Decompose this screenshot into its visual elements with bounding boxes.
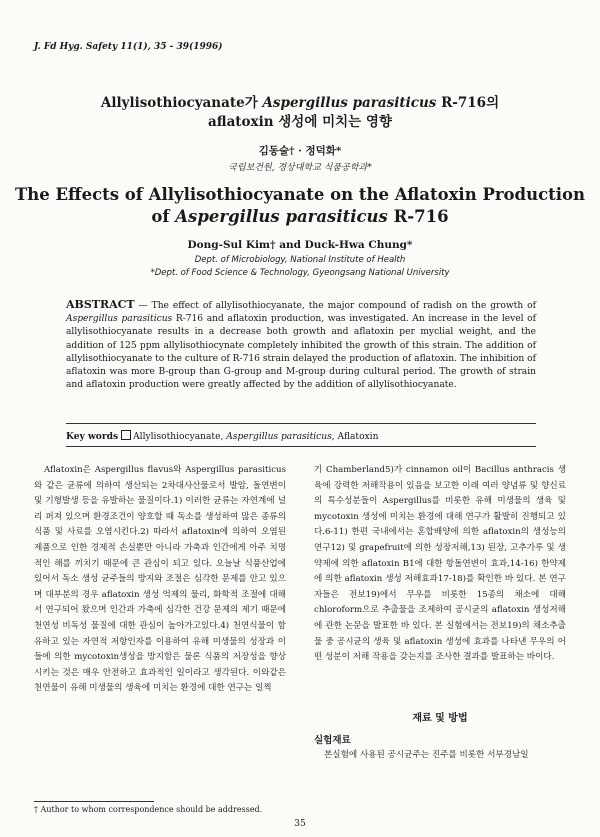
section-heading-materials-methods: 재료 및 방법: [412, 713, 468, 724]
keywords-label: Key words: [66, 431, 119, 442]
right-column-body: 기 Chamberland5)가 cinnamon oil이 Bacillus anthracis 생육에 강력한 저해작용이 있음을 보고한 이래 여러 양념류 및 향신료의 특수성분들이 Aspergillus를 비롯한 유해 미생물의 생육 및 mycotoxin 생성에 미치는 환경에 대해 연구가 활발히 진행되고 있다.6-11) 한편 국내에서는 혼합배양에 의한 aflatoxin의 생성능의 연구12) 및 grapefruit에 의한 성장저해,13) 된장, 고추가루 및 생약제에 의한 aflatoxin B1에 대한 항돌연변이 효과,14-16) 한약제에 의한 aflatoxin 생성 저해효과17-18)를 확인한 바 있다. 본 연구자들은 전보19)에서 무우를 비롯한 15종의 채소에 대해 chloroform으로 추출물을 조제하여 공시균의 aflatoxin 생성저해에 관한 논문을 발표한 바 있다. 본 실험에서는 전보19)의 채소추출물 중 공시균의 생육 및 aflatoxin 생성에 효과를 나타낸 무우의 어떤 성분이 저해 작용을 갖는지를 조사한 결과를 발표하는 바이다.: [314, 465, 566, 663]
subheading-materials: 실험재료: [314, 735, 351, 746]
english-title-line-1: The Effects of Allylisothiocyanate on the Aflatoxin Production: [14, 185, 586, 204]
footnote-rule: [34, 801, 154, 802]
methods-body: 본실험에 사용된 공시균주는 진주를 비롯한 서부경남일: [324, 750, 529, 760]
page-number: 35: [294, 819, 306, 829]
footnote: † Author to whom correspondence should be addressed.: [34, 805, 263, 814]
keywords-rule-bottom: [66, 446, 536, 447]
korean-title-line-2: aflatoxin 생성에 미치는 영향: [208, 114, 392, 130]
english-authors: Dong-Sul Kim† and Duck-Hwa Chung*: [187, 239, 413, 251]
abstract: [66, 298, 536, 392]
abstract-species: Aspergillus parasiticus: [66, 314, 173, 325]
english-affiliation-1: Dept. of Microbiology, National Institute of Health: [194, 255, 406, 265]
keyword-species: Aspergillus parasiticus: [226, 432, 332, 442]
english-affiliation-2: *Dept. of Food Science & Technology, Gyeongsang National University: [150, 268, 450, 278]
checkbox-square-icon: [121, 430, 131, 440]
korean-title-part: Allylisothiocyanate가: [100, 95, 263, 111]
korean-authors: 김동술† · 정덕화*: [258, 145, 342, 157]
english-title-part: of: [151, 207, 176, 226]
abstract-label: ABSTRACT: [66, 298, 135, 311]
journal-reference: J. Fd Hyg. Safety 11(1), 35 - 39(1996): [34, 42, 223, 52]
korean-affiliation: 국립보건원, 경상대학교 식품공학과*: [228, 163, 372, 173]
english-title-species: Aspergillus parasiticus: [175, 207, 388, 226]
keywords-rule-top: [66, 423, 536, 424]
english-title-part: R-716: [387, 207, 449, 226]
abstract-text: The effect of allylisothiocyanate, the major compound of radish on the growth of: [151, 301, 536, 311]
abstract-text: R-716 and aflatoxin production, was investigated. An increase in the level of allylisothiocyanate results in a decrease both growth and aflatoxin per myclial weight, and the addition of 125 ppm allylisothiocynate completely inhibited the growth of this strain. The addition of allylisothiocyanate to the culture of R-716 strain delayed the production of aflatoxin. The inhibition of aflatoxin was more B-group than G-group and M-group during cultural period. The growth of strain and aflatoxin production were greatly affected by the addition of allylisothiocyanate.: [66, 314, 536, 391]
korean-title-line-1: [0, 94, 600, 113]
keyword: , Aflatoxin: [331, 432, 379, 442]
keyword: Allylisothiocyanate,: [133, 432, 227, 442]
korean-title-part: R-716의: [436, 95, 500, 111]
left-column-body: Aflatoxin은 Aspergillus flavus와 Aspergillus parasiticus와 같은 균류에 의하여 생산되는 2차대사산물로서 발암, 돌연변이 및 기형발생 등을 유발하는 물질이다.1) 이러한 균류는 자연계에 널리 퍼져 있으며 환경조건이 양호할 때 독소를 생성하여 많은 종류의 식품 및 사료를 오염시킨다.2) 따라서 aflatoxin에 의하여 오염된 제품으로 인한 경제적 손실뿐만 아니라 가축과 인간에게 아주 치명적인 해를 끼치기 때문에 큰 관심이 되고 있다. 오늘날 식품산업에 있어서 독소 생성 균주들의 방지와 조절은 심각한 문제를 안고 있으며 대부분의 경우 aflatoxin 생성 억제의 물리, 화학적 조절에 대해서 연구되어 왔으며 인간과 가축에 심각한 건강 문제의 제기 때문에 천연성 비독성 물질에 대한 관심이 높아가고있다.4) 천연식물이 함유하고 있는 자연적 저항인자를 이용하여 유해 미생물의 성장과 이들에 의한 mycotoxin생성을 방지함은 물론 식품의 저장성을 향상시키는 것은 매우 안전하고 효과적인 일이라고 생각된다. 이와같은 천연물이 유해 미생물의 생육에 미치는 환경에 대한 연구는 일찍: [34, 465, 286, 694]
english-title-line-2: [0, 206, 600, 228]
korean-title-species: Aspergillus parasiticus: [262, 95, 437, 111]
abstract-dash: —: [134, 301, 152, 311]
keywords: [66, 430, 378, 442]
